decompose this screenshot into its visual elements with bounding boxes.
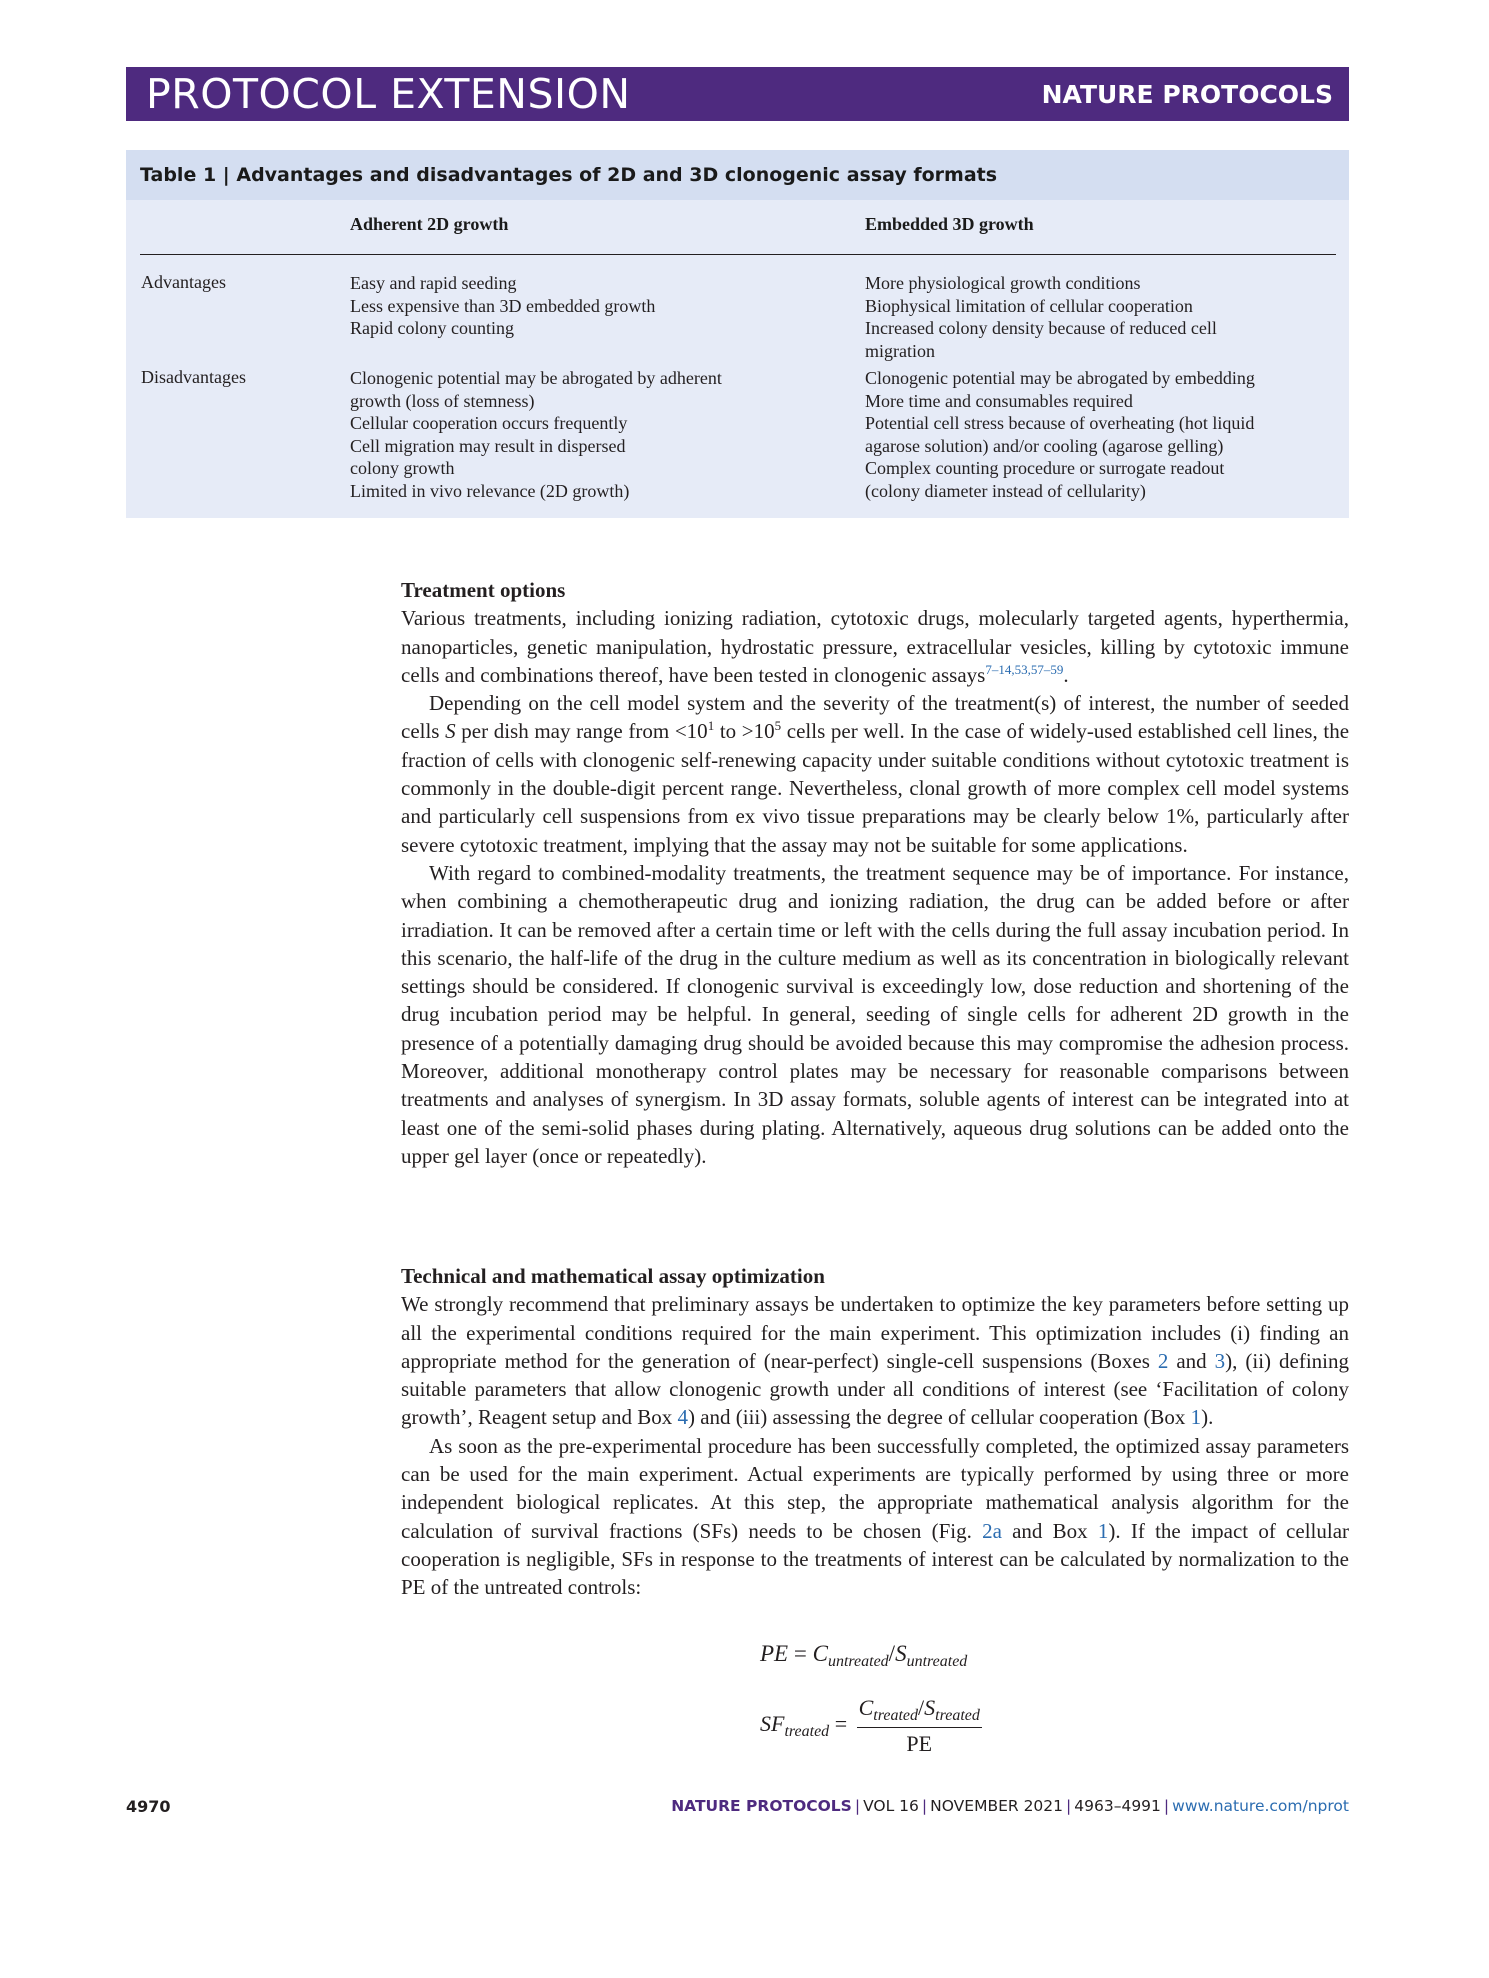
section-treatment-options	[401, 576, 1349, 1170]
footer-separator: |	[1066, 1797, 1072, 1815]
box-link[interactable]: 2	[1157, 1348, 1169, 1373]
eq-operator: =	[829, 1711, 853, 1737]
eq-subscript: treated	[935, 1707, 980, 1724]
paragraph	[401, 1290, 1349, 1431]
paragraph-text: ), (ii) defining suitable parameters that allow clonogenic growth under all conditions of interest (see ‘Facilitation of colony growth’, Reagent setup and Box	[401, 1348, 1349, 1430]
table-cell-line: Less expensive than 3D embedded growth	[350, 295, 656, 316]
eq-symbol: PE	[760, 1641, 789, 1666]
table-cell-line: Complex counting procedure or surrogate readout	[865, 458, 1225, 478]
table-cell-line: colony growth	[350, 458, 455, 478]
table-cell-line: Rapid colony counting	[350, 318, 514, 338]
eq-operator: /	[888, 1641, 896, 1666]
footer-separator: |	[854, 1797, 861, 1815]
table-cell-line: (colony diameter instead of cellularity)	[865, 480, 1146, 501]
table-cell-line: Cellular cooperation occurs frequently	[350, 413, 628, 433]
eq-subscript: treated	[784, 1723, 830, 1741]
table-cell-line: Cell migration may result in dispersed	[350, 435, 626, 456]
eq-operator: /	[918, 1695, 925, 1720]
eq-numerator	[857, 1695, 982, 1728]
paragraph-text: Depending on the cell model system and the severity of the treatment(s) of interest, the number of seeded cells	[401, 691, 1349, 744]
footer-journal: NATURE PROTOCOLS	[671, 1797, 852, 1815]
figure-link[interactable]: 2a	[982, 1518, 1002, 1543]
table-header-rule	[140, 254, 1336, 255]
table-cell-line: More time and consumables required	[865, 390, 1133, 411]
paragraph-text: Various treatments, including ionizing radiation, cytotoxic drugs, molecularly targeted agents, hyperthermia, nanoparticles, genetic manipulation, hydrostatic pressure, extracellular vesicles, killing by cytotoxic immune cells and combinations thereof, have been tested in clonogenic assays	[401, 606, 1349, 687]
table-header-2d: Adherent 2D growth	[350, 214, 509, 234]
section-assay-optimization	[401, 1262, 1349, 1602]
section-type-label: PROTOCOL EXTENSION	[146, 70, 631, 118]
table-cell-advantages-3d	[865, 272, 1217, 362]
table-label: Table 1 |	[140, 164, 230, 186]
paragraph	[401, 1432, 1349, 1602]
table-cell-line: Easy and rapid seeding	[350, 273, 517, 293]
footer-separator: |	[1163, 1797, 1170, 1815]
table-cell-line: Increased colony density because of reduced cell	[865, 318, 1217, 338]
footer-pages: 4963–4991	[1074, 1797, 1161, 1815]
table-cell-line: Clonogenic potential may be abrogated by adherent	[350, 368, 722, 388]
eq-symbol: S	[895, 1641, 907, 1666]
table-cell-line: Limited in vivo relevance (2D growth)	[350, 480, 630, 501]
table-cell-line: Potential cell stress because of overheating (hot liquid	[865, 413, 1255, 433]
table-cell-line: migration	[865, 340, 935, 361]
footer-url-link[interactable]: www.nature.com/nprot	[1172, 1797, 1349, 1815]
paragraph: With regard to combined-modality treatments, the treatment sequence may be of importance. For instance, when combining a chemotherapeutic drug and ionizing radiation, the drug can be added before or after irradiation. It can be removed after a certain time or left with the cells during the full assay incubation period. In this scenario, the half-life of the drug in the culture medium as well as its concentration in biologically relevant settings should be considered. If clonogenic survival is exceedingly low, dose reduction and shortening of the drug incubation period may be helpful. In general, seeding of single cells for adherent 2D growth in the presence of a potentially damaging drug should be avoided because this may compromise the adhesion process. Moreover, additional monotherapy control plates may be necessary for reasonable comparisons between treatments and analyses of synergism. In 3D assay formats, soluble agents of interest can be integrated into at least one of the semi-solid phases during plating. Alternatively, aqueous drug solutions can be added onto the upper gel layer (once or repeatedly).	[401, 860, 1349, 1168]
footer-volume: VOL 16	[863, 1797, 919, 1815]
table-row-label-disadvantages: Disadvantages	[141, 367, 246, 387]
paragraph-text: and Box	[1001, 1518, 1098, 1543]
eq-symbol: S	[924, 1695, 936, 1720]
header-banner	[126, 67, 1349, 121]
citation-link[interactable]: 7–14,53,57–59	[985, 661, 1064, 677]
paragraph-text: As soon as the pre-experimental procedure has been successfully completed, the optimized assay parameters can be used for the main experiment. Actual experiments are typically performed by using three or more independent biological replicates. At this step, the appropriate mathematical analysis algorithm for the calculation of survival fractions (SFs) needs to be chosen (Fig.	[401, 1433, 1349, 1543]
table-row-label-advantages: Advantages	[141, 272, 226, 292]
page-number: 4970	[126, 1797, 171, 1816]
table-cell-line: Clonogenic potential may be abrogated by embedding	[865, 368, 1255, 388]
table-title: Advantages and disadvantages of 2D and 3D clonogenic assay formats	[236, 164, 998, 186]
eq-subscript: treated	[873, 1707, 919, 1724]
eq-subscript: untreated	[906, 1653, 968, 1670]
table-caption	[126, 150, 1349, 200]
eq-symbol: C	[858, 1695, 874, 1720]
exponent: 1	[707, 718, 715, 734]
table-cell-advantages-2d	[350, 272, 655, 340]
paragraph-text: We strongly recommend that preliminary assays be undertaken to optimize the key parameters before setting up all the experimental conditions required for the main experiment. This optimization includes (i) finding an appropriate method for the generation of (near-perfect) single-cell suspensions (Boxes	[401, 1292, 1349, 1373]
eq-fraction	[857, 1695, 982, 1757]
equation-sf-treated	[760, 1695, 982, 1757]
footer-date: NOVEMBER 2021	[930, 1797, 1064, 1815]
paragraph-text: cells per well. In the case of widely-used established cell lines, the fraction of cells with clonogenic self-renewing capacity under suitable conditions without cytotoxic treatment is commonly in the double-digit percent range. Nevertheless, clonal growth of more complex cell model systems and particularly cell suspensions from ex vivo tissue preparations may be clearly below 1%, particularly after severe cytotoxic treatment, implying that the assay may not be suitable for some applications.	[401, 719, 1350, 857]
eq-operator: =	[788, 1641, 813, 1666]
box-link[interactable]: 1	[1190, 1405, 1202, 1430]
box-link[interactable]: 1	[1097, 1518, 1109, 1543]
variable-s: S	[445, 719, 456, 744]
box-link[interactable]: 3	[1214, 1348, 1226, 1373]
section-heading: Technical and mathematical assay optimization	[401, 1264, 825, 1288]
eq-symbol: SF	[760, 1711, 785, 1737]
table-cell-line: Biophysical limitation of cellular cooperation	[865, 295, 1193, 316]
table-cell-line: growth (loss of stemness)	[350, 390, 535, 411]
paragraph-text: ). If the impact of cellular cooperation is negligible, SFs in response to the treatments of interest can be calculated by normalization to the PE of the untreated controls:	[401, 1518, 1350, 1600]
section-heading: Treatment options	[401, 578, 566, 602]
table-cell-line: agarose solution) and/or cooling (agarose gelling)	[865, 435, 1224, 456]
exponent: 5	[774, 718, 782, 734]
table-header-3d: Embedded 3D growth	[865, 214, 1034, 234]
table-cell-disadvantages-2d	[350, 367, 722, 502]
paragraph: Various treatments, including ionizing radiation, cytotoxic drugs, molecularly targeted agents, hyperthermia, nanoparticles, genetic manipulation, hydrostatic pressure, extracellular vesicles, killing by cytotoxic immune cells and combinations thereof, have been tested in clonogenic assays$^{7-14,53,57-59}$.	[401, 606, 1349, 687]
journal-name: NATURE PROTOCOLS	[1041, 80, 1333, 109]
box-link[interactable]: 4	[677, 1405, 688, 1430]
paragraph-text: and	[1168, 1348, 1215, 1373]
footer-separator: |	[921, 1797, 928, 1815]
eq-subscript: untreated	[827, 1653, 889, 1670]
paragraph-text: per dish may range from <10	[455, 719, 708, 744]
equation-pe	[760, 1641, 967, 1671]
table-cell-disadvantages-3d	[865, 367, 1255, 502]
paragraph-text: ) and (iii) assessing the degree of cellular cooperation (Box	[687, 1405, 1191, 1430]
eq-symbol: C	[812, 1641, 828, 1666]
table-cell-line: More physiological growth conditions	[865, 273, 1141, 293]
paragraph-text: ).	[1201, 1405, 1214, 1430]
footer-citation	[671, 1797, 1349, 1815]
paragraph	[401, 689, 1349, 859]
eq-denominator: PE	[906, 1731, 933, 1756]
paragraph-text: to >10	[714, 719, 775, 744]
